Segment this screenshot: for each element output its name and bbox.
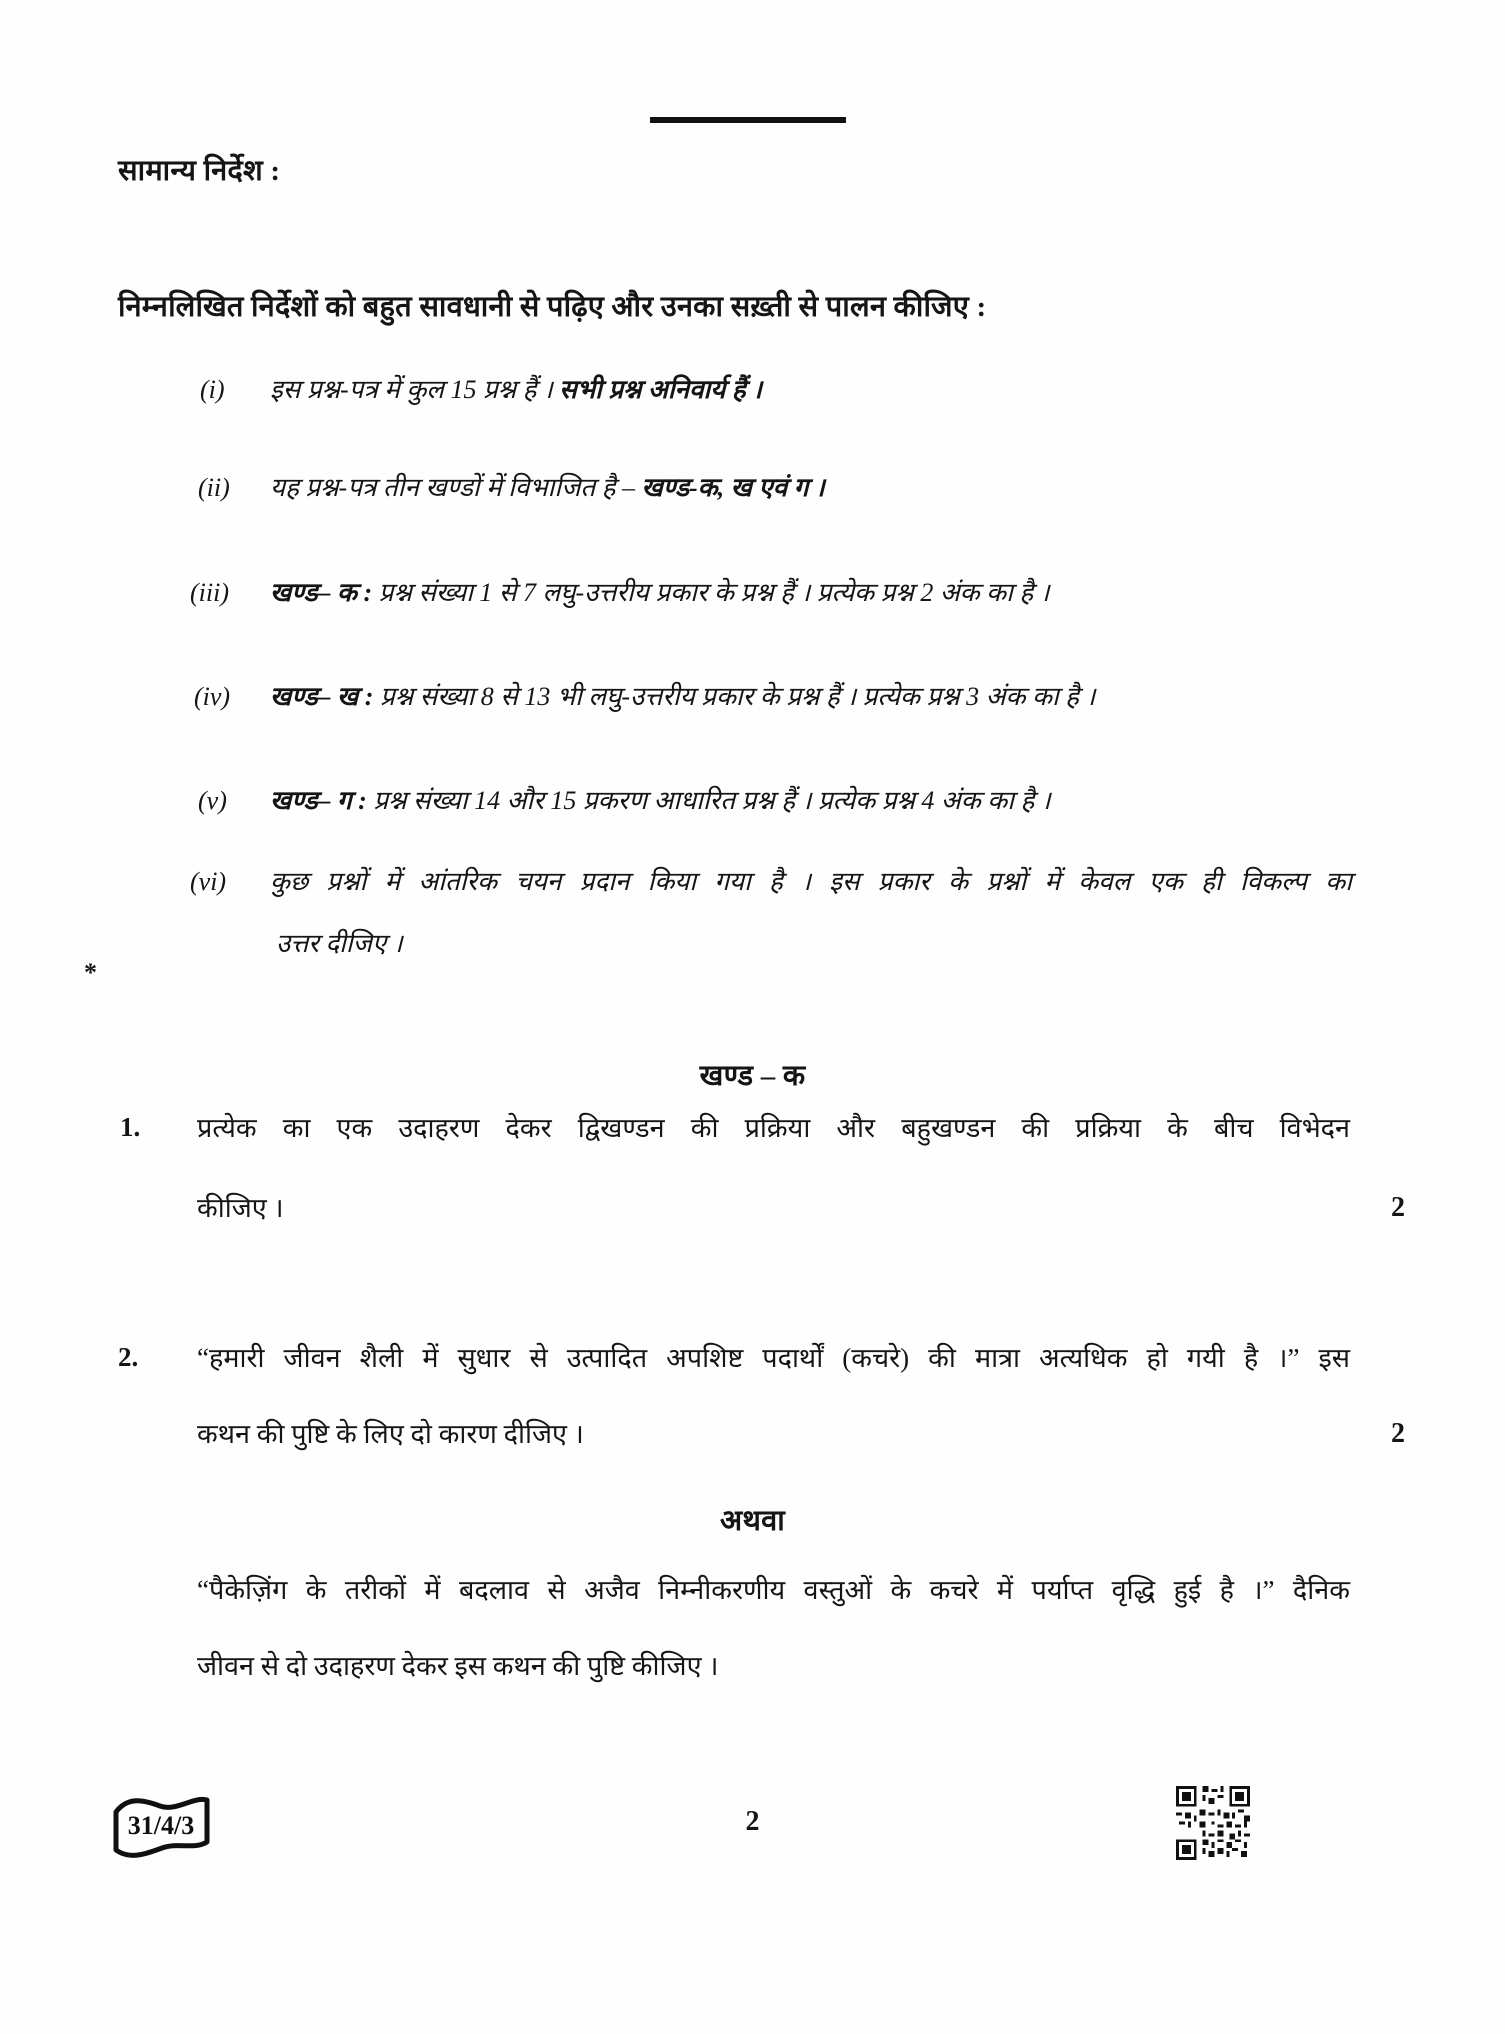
- instruction-number: (vi): [190, 867, 227, 896]
- paper-code: 31/4/3: [127, 1811, 195, 1840]
- instruction-text-bold: सभी प्रश्न अनिवार्य हैं ।: [559, 375, 763, 404]
- instruction-text-bold: खण्ड– ग :: [270, 786, 367, 815]
- marks-value: 2: [1391, 1192, 1405, 1223]
- instruction-text: [270, 866, 1352, 899]
- instruction-text: [270, 374, 1352, 407]
- or-separator: अथवा: [720, 1505, 785, 1537]
- instruction-number: (iv): [194, 682, 231, 711]
- instruction-number: (ii): [198, 473, 230, 502]
- section-header: खण्ड – क: [699, 1060, 806, 1092]
- instruction-text: [270, 681, 1352, 714]
- instruction-text-post: प्रश्न संख्या 14 और 15 प्रकरण आधारित प्रश्न हैं । प्रत्येक प्रश्न 4 अंक का है ।: [366, 786, 1051, 815]
- instruction-text: [270, 785, 1352, 818]
- instructions-heading: निम्नलिखित निर्देशों को बहुत सावधानी से पढ़िए और उनका सख़्ती से पालन कीजिए :: [118, 291, 987, 323]
- instruction-text-pre: कुछ प्रश्नों में आंतरिक चयन प्रदान किया गया है । इस प्रकार के प्रश्नों में केवल एक ही विकल्प का: [270, 867, 1352, 896]
- question-text-line: कीजिए ।: [197, 1193, 284, 1223]
- instruction-number: (iii): [190, 578, 229, 607]
- question-number: 1.: [120, 1112, 141, 1142]
- marks-value: 2: [1391, 1418, 1405, 1449]
- instruction-text-pre: इस प्रश्न-पत्र में कुल 15 प्रश्न हैं ।: [270, 375, 560, 404]
- page-number: 2: [745, 1806, 760, 1837]
- question-text-line: जीवन से दो उदाहरण देकर इस कथन की पुष्टि कीजिए ।: [197, 1651, 719, 1681]
- instruction-text-bold: खण्ड-क, ख एवं ग ।: [641, 473, 825, 502]
- instruction-text-bold: खण्ड– क :: [270, 578, 373, 607]
- question-text-line: “पैकेज़िंग के तरीकों में बदलाव से अजैव निम्नीकरणीय वस्तुओं के कचरे में पर्याप्त वृद्धि हुई है ।” दैनिक: [197, 1575, 1350, 1605]
- instruction-text-post: प्रश्न संख्या 8 से 13 भी लघु-उत्तरीय प्रकार के प्रश्न हैं । प्रत्येक प्रश्न 3 अंक का है ।: [373, 682, 1096, 711]
- instruction-number: (v): [198, 786, 227, 815]
- instruction-text: [270, 577, 1352, 610]
- instruction-text-line2: उत्तर दीजिए ।: [276, 929, 403, 958]
- instruction-text-pre: यह प्रश्न-पत्र तीन खण्डों में विभाजित है –: [270, 473, 642, 502]
- instruction-text-post: प्रश्न संख्या 1 से 7 लघु-उत्तरीय प्रकार के प्रश्न हैं । प्रत्येक प्रश्न 2 अंक का है ।: [372, 578, 1050, 607]
- question-text-line: प्रत्येक का एक उदाहरण देकर द्विखण्डन की प्रक्रिया और बहुखण्डन की प्रक्रिया के बीच विभेदन: [197, 1113, 1350, 1143]
- question-text-line: कथन की पुष्टि के लिए दो कारण दीजिए ।: [197, 1419, 584, 1449]
- question-text-line: “हमारी जीवन शैली में सुधार से उत्पादित अपशिष्ट पदार्थों (कचरे) की मात्रा अत्यधिक हो गयी है ।” इस: [197, 1343, 1350, 1373]
- question-number: 2.: [118, 1342, 139, 1372]
- footnote-asterisk: *: [84, 958, 97, 987]
- instruction-number: (i): [200, 375, 225, 404]
- instruction-text: [270, 472, 1352, 505]
- qr-code-icon: [1176, 1786, 1250, 1860]
- top-rule: [650, 117, 846, 123]
- general-instructions-label: सामान्य निर्देश :: [118, 155, 281, 187]
- instruction-text-bold: खण्ड– ख :: [270, 682, 374, 711]
